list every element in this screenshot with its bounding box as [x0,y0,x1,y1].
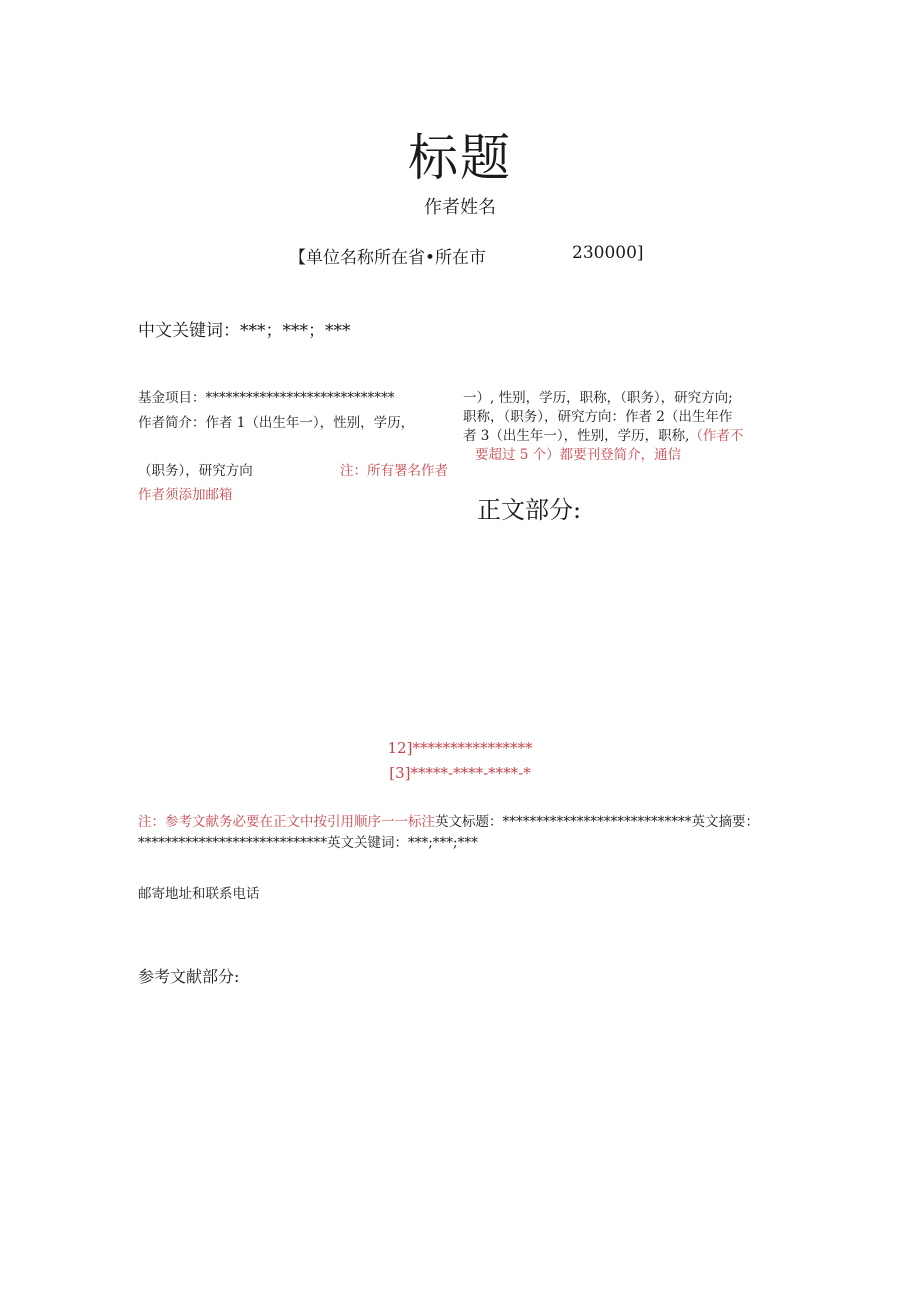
bio-continued-line-3 [463,424,743,444]
author-note-b: 作者须添加邮箱 [138,487,233,503]
author-bio-line-2: （职务），研究方向 [138,463,253,479]
fund-project: 基金项目：**************************** [138,390,395,406]
chinese-keywords: 中文关键词：***；***；*** [138,321,351,341]
reference-item: 12]**************** [387,739,533,757]
postcode: 230000] [572,243,644,263]
main-body-heading: 正文部分: [477,496,582,524]
bio-line-3-text: 者 3（出生年一），性别，学历，职称, [463,428,690,444]
reference-item [0,764,920,782]
mailing-address: 邮寄地址和联系电话 [138,886,260,902]
references-heading: 参考文献部分: [138,967,240,986]
english-info: 英文标题：****************************英文摘要：****************************英文关键词：***;***;*** [138,814,759,851]
author-note-a: 注：所有署名作者 [340,463,448,479]
bio-note-continued: 要超过 5 个）都要刊登简介，通信 [475,447,682,463]
bio-continued-line-2: 职称，（职务），研究方向：作者 2（出生年作 [463,409,733,425]
bio-continued-line-1: 一）, 性别，学历，职称，（职务），研究方向; [463,390,733,406]
author-bio-line-1: 作者简介：作者 1（出生年一），性别，学历， [138,415,415,431]
reference-note-paragraph [138,812,788,854]
affiliation: 【单位名称所在省•所在市 [289,248,487,268]
reference-item-text: [3]*****-****-****-* [389,764,531,782]
document-title: 标题 [408,129,512,187]
bio-line-3-note: （作者不 [689,428,744,444]
author-name: 作者姓名 [424,197,496,218]
reference-note: 注：参考文献务必要在正文中按引用顺序一一标注 [138,814,435,830]
